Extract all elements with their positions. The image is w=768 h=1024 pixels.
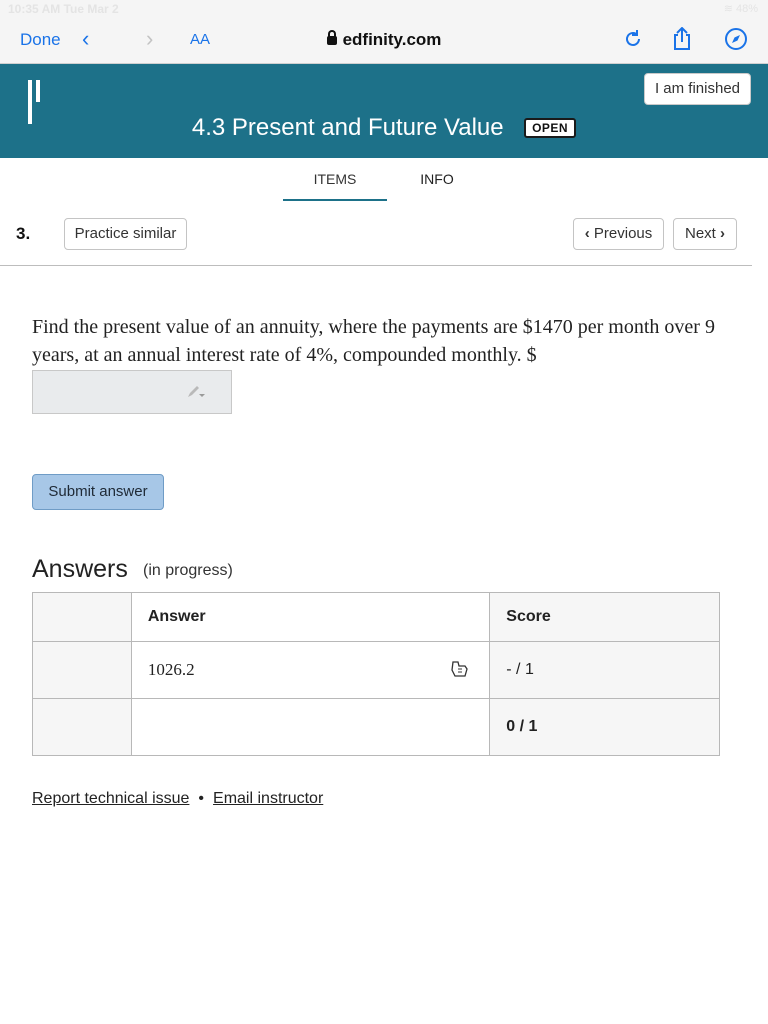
battery-percent: 48% [735,3,758,15]
assignment-title: 4.3 Present and Future Value [191,114,504,141]
practice-similar-button[interactable]: Practice similar [64,218,187,250]
i-am-finished-button[interactable]: I am finished [644,73,751,105]
score-column-header: Score [490,593,720,642]
status-time: 10:35 AM Tue Mar 2 [8,2,119,16]
address-bar [0,30,768,50]
wifi-icon: ≋ [723,3,736,15]
table-row [33,642,720,699]
chevron-right-icon: › [715,225,725,242]
active-tab-indicator [283,199,387,201]
link-separator: • [198,790,205,807]
done-button[interactable]: Done [20,30,61,49]
status-badge: OPEN [524,118,576,138]
answer-value: 1026.2 [147,660,195,679]
submit-answer-button[interactable]: Submit answer [32,474,164,510]
battery-indicator [724,2,758,15]
hand-pointer-icon[interactable] [449,660,469,678]
answers-heading: Answers [32,555,128,583]
table-cell [33,699,132,756]
footer-links [32,790,323,808]
answers-table [32,592,720,756]
previous-button[interactable] [573,218,664,250]
table-cell [33,593,132,642]
tab-items[interactable]: ITEMS [313,171,357,187]
menu-icon[interactable] [28,80,48,102]
total-score: 0 / 1 [490,699,720,756]
browser-toolbar [0,18,768,64]
next-label: Next [684,225,716,242]
url-text[interactable]: edfinity.com [327,30,442,49]
lock-icon [327,36,337,45]
reload-icon[interactable] [621,27,645,51]
email-instructor-link[interactable]: Email instructor [213,790,324,807]
answers-status: (in progress) [143,562,233,579]
table-header-row [33,593,720,642]
tab-info[interactable]: INFO [420,171,454,187]
text-size-button[interactable]: AA [190,31,211,48]
score-cell: - / 1 [490,642,720,699]
chevron-left-icon: ‹ [584,225,594,242]
next-button[interactable] [673,218,737,250]
answer-column-header: Answer [131,593,489,642]
assignment-header [0,64,768,158]
table-total-row [33,699,720,756]
share-icon[interactable] [670,27,694,51]
divider [0,265,752,266]
forward-arrow-icon[interactable]: › [146,26,154,51]
answer-cell [131,642,489,699]
table-cell [131,699,489,756]
title-row [0,114,768,142]
table-cell [33,642,132,699]
question-text: Find the present value of an annuity, where the payments are $1470 per month over 9 years, at an annual interest rate of 4%, compounded monthly. $ [32,316,715,366]
pencil-dropdown-icon[interactable] [186,385,206,399]
status-bar [0,0,768,18]
compass-icon[interactable] [724,27,748,51]
question-number: 3. [16,224,31,243]
report-issue-link[interactable]: Report technical issue [32,790,190,807]
previous-label: Previous [593,225,653,242]
back-arrow-icon[interactable]: ‹ [82,26,90,51]
